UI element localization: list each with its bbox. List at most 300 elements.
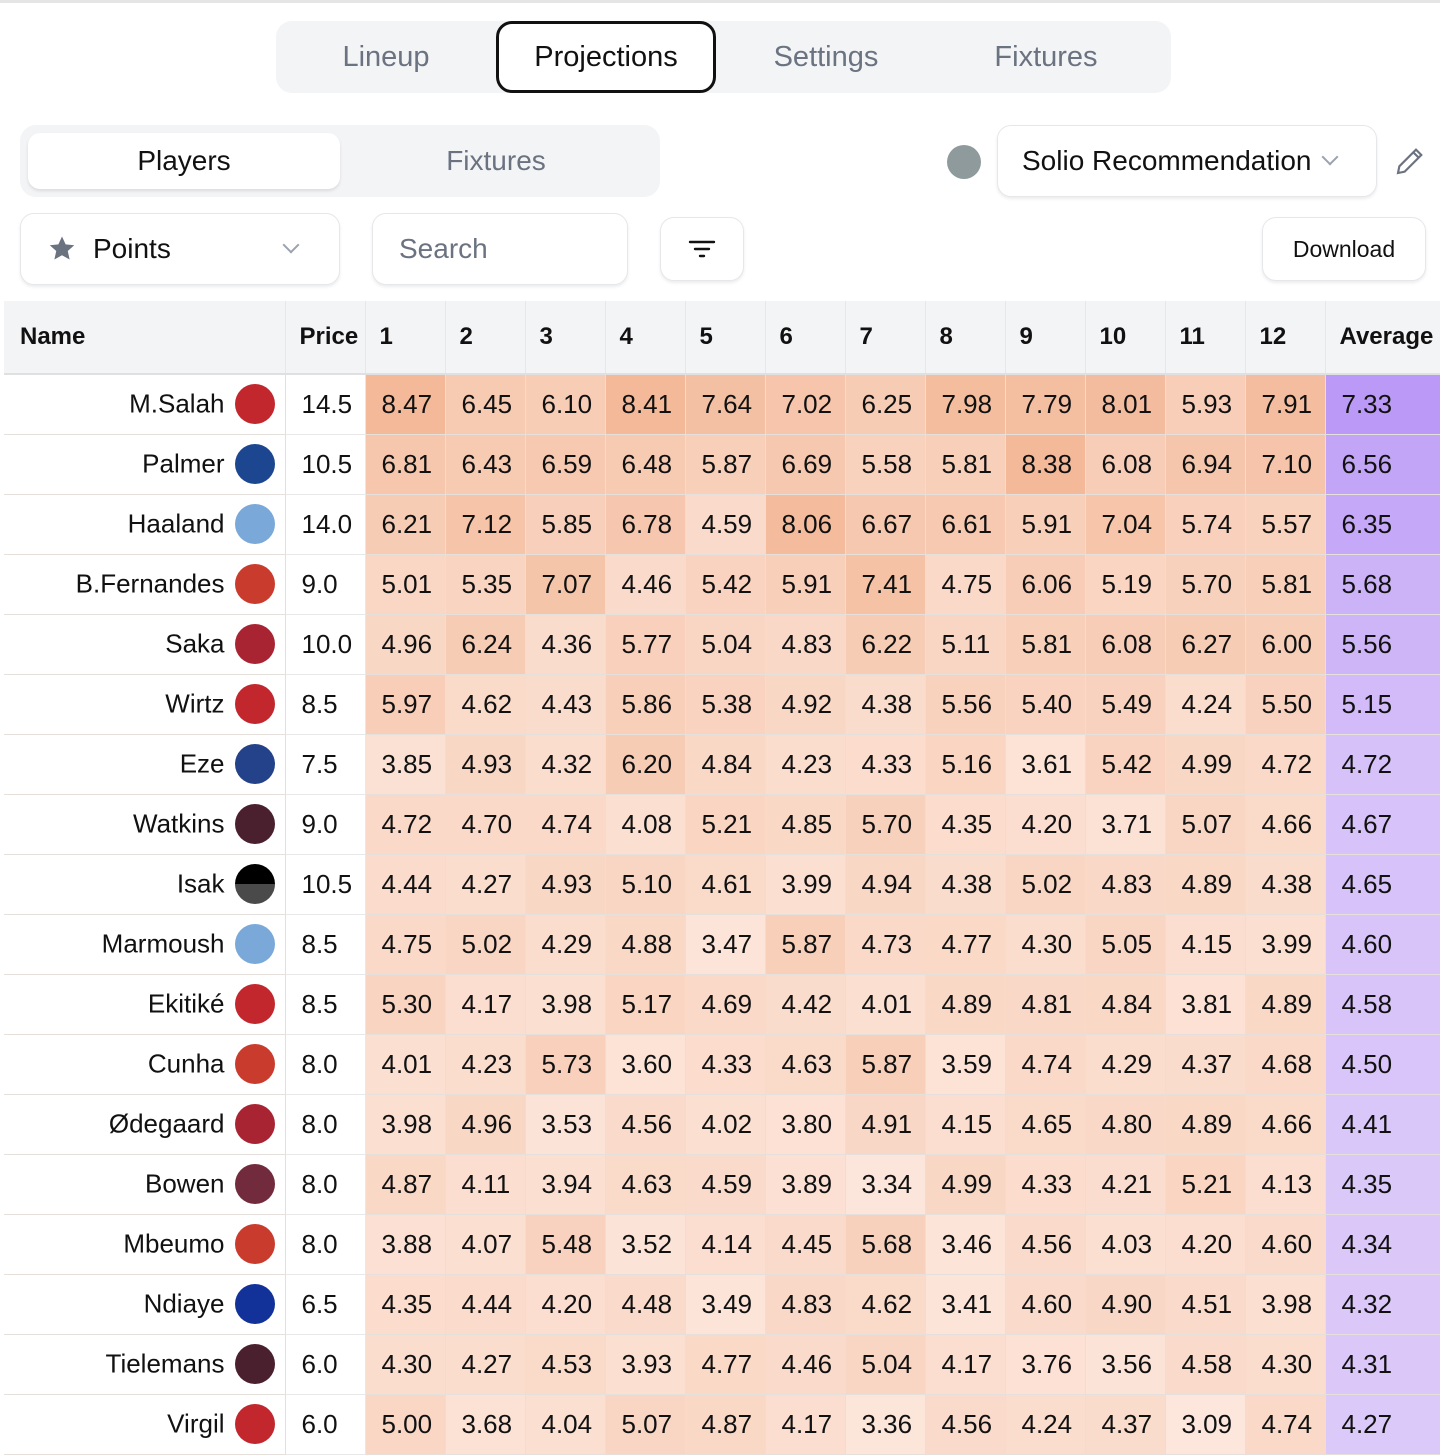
projection-cell: 6.27	[1165, 614, 1245, 674]
price-cell: 8.0	[285, 1214, 365, 1274]
projection-cell: 6.06	[1005, 554, 1085, 614]
projection-cell: 5.91	[765, 554, 845, 614]
player-name-cell[interactable]	[4, 434, 285, 494]
projection-cell: 5.91	[1005, 494, 1085, 554]
average-cell: 4.50	[1325, 1034, 1440, 1094]
projection-cell: 4.83	[1085, 854, 1165, 914]
table-row[interactable]	[4, 1394, 1440, 1454]
projection-cell: 5.77	[605, 614, 685, 674]
projection-cell: 4.27	[445, 854, 525, 914]
column-header[interactable]: Average	[1325, 301, 1440, 374]
projection-cell: 4.01	[365, 1034, 445, 1094]
player-name-cell[interactable]	[4, 794, 285, 854]
projection-cell: 4.84	[1085, 974, 1165, 1034]
projection-cell: 4.92	[765, 674, 845, 734]
team-crest-icon	[235, 924, 275, 964]
column-header[interactable]: 1	[365, 301, 445, 374]
player-name-cell[interactable]	[4, 674, 285, 734]
projection-cell: 6.08	[1085, 434, 1165, 494]
projection-cell: 5.74	[1165, 494, 1245, 554]
projection-cell: 3.94	[525, 1154, 605, 1214]
price-cell: 14.5	[285, 374, 365, 434]
column-header[interactable]: 11	[1165, 301, 1245, 374]
average-cell: 4.72	[1325, 734, 1440, 794]
chevron-down-icon	[283, 237, 300, 254]
projection-cell: 8.06	[765, 494, 845, 554]
average-cell: 7.33	[1325, 374, 1440, 434]
projection-cell: 3.46	[925, 1214, 1005, 1274]
projection-cell: 5.42	[685, 554, 765, 614]
player-name-cell[interactable]	[4, 1154, 285, 1214]
projection-cell: 5.35	[445, 554, 525, 614]
projection-cell: 5.86	[605, 674, 685, 734]
player-name-cell[interactable]	[4, 1274, 285, 1334]
projection-cell: 7.04	[1085, 494, 1165, 554]
projection-cell: 5.42	[1085, 734, 1165, 794]
projection-cell: 4.45	[765, 1214, 845, 1274]
projection-cell: 5.73	[525, 1034, 605, 1094]
table-row[interactable]	[4, 554, 1440, 614]
projection-cell: 5.93	[1165, 374, 1245, 434]
projection-cell: 4.84	[685, 734, 765, 794]
projection-cell: 3.61	[1005, 734, 1085, 794]
projection-cell: 4.24	[1165, 674, 1245, 734]
player-name-cell[interactable]	[4, 1094, 285, 1154]
column-header[interactable]: 12	[1245, 301, 1325, 374]
player-name: Ødegaard	[108, 1108, 225, 1139]
projection-cell: 5.56	[925, 674, 1005, 734]
projection-cell: 3.41	[925, 1274, 1005, 1334]
projection-cell: 4.17	[765, 1394, 845, 1454]
projection-cell: 4.21	[1085, 1154, 1165, 1214]
projection-cell: 4.80	[1085, 1094, 1165, 1154]
projection-cell: 4.56	[925, 1394, 1005, 1454]
projection-cell: 6.78	[605, 494, 685, 554]
team-crest-icon	[235, 444, 275, 484]
projection-cell: 4.96	[445, 1094, 525, 1154]
table-row[interactable]	[4, 974, 1440, 1034]
star-icon	[47, 234, 77, 264]
filter-button[interactable]	[660, 217, 744, 281]
projection-cell: 4.58	[1165, 1334, 1245, 1394]
table-row[interactable]	[4, 1334, 1440, 1394]
projection-cell: 4.72	[1245, 734, 1325, 794]
team-crest-icon	[235, 864, 275, 904]
table-row[interactable]	[4, 1154, 1440, 1214]
projection-cell: 4.38	[845, 674, 925, 734]
projection-cell: 4.08	[605, 794, 685, 854]
player-name-cell[interactable]	[4, 1034, 285, 1094]
projection-cell: 3.99	[1245, 914, 1325, 974]
table-row[interactable]	[4, 1094, 1440, 1154]
projection-cell: 5.81	[925, 434, 1005, 494]
projection-cell: 4.77	[925, 914, 1005, 974]
projection-cell: 6.00	[1245, 614, 1325, 674]
projection-cell: 6.21	[365, 494, 445, 554]
player-name: Ekitiké	[147, 988, 225, 1019]
price-cell: 6.0	[285, 1394, 365, 1454]
projection-cell: 3.76	[1005, 1334, 1085, 1394]
player-name-cell[interactable]	[4, 1214, 285, 1274]
column-header[interactable]: 5	[685, 301, 765, 374]
projection-cell: 6.43	[445, 434, 525, 494]
projection-cell: 7.98	[925, 374, 1005, 434]
price-cell: 7.5	[285, 734, 365, 794]
projection-cell: 5.97	[365, 674, 445, 734]
price-cell: 8.0	[285, 1034, 365, 1094]
column-header[interactable]: 2	[445, 301, 525, 374]
projection-cell: 4.66	[1245, 1094, 1325, 1154]
player-name: Saka	[165, 628, 225, 659]
projection-cell: 6.81	[365, 434, 445, 494]
projection-cell: 4.87	[365, 1154, 445, 1214]
projection-cell: 4.33	[1005, 1154, 1085, 1214]
team-crest-icon	[235, 1344, 275, 1384]
projection-cell: 4.30	[365, 1334, 445, 1394]
price-cell: 6.5	[285, 1274, 365, 1334]
projection-cell: 3.98	[525, 974, 605, 1034]
projection-cell: 5.68	[845, 1214, 925, 1274]
projection-cell: 4.88	[605, 914, 685, 974]
projection-cell: 6.59	[525, 434, 605, 494]
projection-cell: 4.70	[445, 794, 525, 854]
projection-cell: 3.68	[445, 1394, 525, 1454]
player-name-cell[interactable]	[4, 914, 285, 974]
team-crest-icon	[235, 1044, 275, 1084]
column-header[interactable]: 6	[765, 301, 845, 374]
projection-cell: 4.74	[1245, 1394, 1325, 1454]
projection-cell: 3.09	[1165, 1394, 1245, 1454]
download-button[interactable]: Download	[1262, 217, 1426, 281]
player-name: B.Fernandes	[75, 568, 225, 599]
player-name: Ndiaye	[143, 1288, 225, 1319]
projection-cell: 5.40	[1005, 674, 1085, 734]
projection-cell: 3.36	[845, 1394, 925, 1454]
average-cell: 4.27	[1325, 1394, 1440, 1454]
table-row[interactable]	[4, 1034, 1440, 1094]
projection-cell: 4.62	[845, 1274, 925, 1334]
chevron-down-icon	[1321, 149, 1338, 166]
metric-dropdown[interactable]	[20, 213, 340, 285]
player-name-cell[interactable]	[4, 1394, 285, 1454]
average-cell: 5.15	[1325, 674, 1440, 734]
average-cell: 4.34	[1325, 1214, 1440, 1274]
projection-cell: 5.50	[1245, 674, 1325, 734]
toggle-fixtures[interactable]: Fixtures	[446, 145, 546, 176]
average-cell: 4.41	[1325, 1094, 1440, 1154]
projection-cell: 4.46	[605, 554, 685, 614]
tab-fixtures[interactable]: Fixtures	[994, 40, 1098, 73]
team-crest-icon	[235, 1404, 275, 1444]
price-cell: 10.5	[285, 854, 365, 914]
projection-cell: 4.04	[525, 1394, 605, 1454]
projection-cell: 3.59	[925, 1034, 1005, 1094]
projection-cell: 6.67	[845, 494, 925, 554]
player-name-cell[interactable]	[4, 974, 285, 1034]
projections-table	[4, 301, 1440, 1455]
projection-cell: 4.69	[685, 974, 765, 1034]
table-row[interactable]	[4, 494, 1440, 554]
team-crest-icon	[235, 1224, 275, 1264]
price-cell: 8.5	[285, 914, 365, 974]
projection-cell: 4.85	[765, 794, 845, 854]
projection-cell: 4.27	[445, 1334, 525, 1394]
average-cell: 4.65	[1325, 854, 1440, 914]
projection-cell: 4.24	[1005, 1394, 1085, 1454]
pencil-icon[interactable]	[1394, 143, 1426, 179]
projection-cell: 4.48	[605, 1274, 685, 1334]
projection-cell: 5.11	[925, 614, 1005, 674]
projection-cell: 4.75	[365, 914, 445, 974]
projection-cell: 6.22	[845, 614, 925, 674]
projection-cell: 3.49	[685, 1274, 765, 1334]
projection-cell: 8.47	[365, 374, 445, 434]
projection-cell: 5.81	[1005, 614, 1085, 674]
projection-cell: 4.87	[685, 1394, 765, 1454]
projection-cell: 4.66	[1245, 794, 1325, 854]
projection-cell: 7.91	[1245, 374, 1325, 434]
price-cell: 8.5	[285, 974, 365, 1034]
table-row[interactable]	[4, 914, 1440, 974]
projection-cell: 4.15	[925, 1094, 1005, 1154]
projection-cell: 4.02	[685, 1094, 765, 1154]
table-row[interactable]	[4, 434, 1440, 494]
projection-cell: 4.94	[845, 854, 925, 914]
player-name: M.Salah	[129, 388, 225, 419]
player-name: Bowen	[145, 1168, 225, 1199]
projection-cell: 5.48	[525, 1214, 605, 1274]
projection-cell: 4.60	[1245, 1214, 1325, 1274]
projection-cell: 5.87	[765, 914, 845, 974]
projection-cell: 8.01	[1085, 374, 1165, 434]
projection-cell: 4.62	[445, 674, 525, 734]
projection-cell: 5.05	[1085, 914, 1165, 974]
column-header[interactable]: 3	[525, 301, 605, 374]
table-row[interactable]	[4, 1274, 1440, 1334]
projection-cell: 4.89	[925, 974, 1005, 1034]
column-header[interactable]: Name	[4, 301, 285, 374]
projection-cell: 4.44	[445, 1274, 525, 1334]
projection-cell: 3.47	[685, 914, 765, 974]
column-header[interactable]: 4	[605, 301, 685, 374]
projection-cell: 4.20	[1165, 1214, 1245, 1274]
projection-cell: 4.59	[685, 494, 765, 554]
projection-cell: 4.17	[445, 974, 525, 1034]
projection-cell: 7.64	[685, 374, 765, 434]
projection-cell: 4.93	[525, 854, 605, 914]
player-name: Isak	[176, 868, 225, 899]
toggle-players[interactable]: Players	[28, 133, 340, 189]
column-header[interactable]: 10	[1085, 301, 1165, 374]
projection-cell: 5.01	[365, 554, 445, 614]
projection-cell: 4.33	[845, 734, 925, 794]
projection-cell: 6.45	[445, 374, 525, 434]
projection-cell: 5.21	[685, 794, 765, 854]
projection-cell: 4.68	[1245, 1034, 1325, 1094]
projection-cell: 4.14	[685, 1214, 765, 1274]
projection-cell: 4.23	[445, 1034, 525, 1094]
projection-cell: 5.00	[365, 1394, 445, 1454]
projection-cell: 4.93	[445, 734, 525, 794]
projection-cell: 4.01	[845, 974, 925, 1034]
player-name-cell[interactable]	[4, 1334, 285, 1394]
recommendation-dropdown[interactable]	[997, 125, 1377, 197]
projection-cell: 5.16	[925, 734, 1005, 794]
metric-value: Points	[93, 233, 171, 264]
table-row[interactable]	[4, 734, 1440, 794]
player-name: Mbeumo	[123, 1228, 225, 1259]
projection-cell: 7.07	[525, 554, 605, 614]
projection-cell: 4.56	[605, 1094, 685, 1154]
projection-cell: 6.20	[605, 734, 685, 794]
projection-cell: 4.23	[765, 734, 845, 794]
projection-cell: 5.70	[1165, 554, 1245, 614]
player-name-cell[interactable]	[4, 374, 285, 434]
player-name: Virgil	[167, 1408, 225, 1439]
search-input[interactable]	[399, 233, 599, 265]
status-dot	[947, 145, 981, 179]
price-cell: 10.5	[285, 434, 365, 494]
player-name: Haaland	[127, 508, 225, 539]
projection-cell: 4.63	[605, 1154, 685, 1214]
average-cell: 5.56	[1325, 614, 1440, 674]
table-row[interactable]	[4, 794, 1440, 854]
projection-cell: 4.61	[685, 854, 765, 914]
projection-cell: 4.38	[1245, 854, 1325, 914]
projection-cell: 4.89	[1165, 854, 1245, 914]
column-header[interactable]: 9	[1005, 301, 1085, 374]
price-cell: 6.0	[285, 1334, 365, 1394]
projection-cell: 4.15	[1165, 914, 1245, 974]
projection-cell: 6.61	[925, 494, 1005, 554]
projection-cell: 4.03	[1085, 1214, 1165, 1274]
projection-cell: 4.73	[845, 914, 925, 974]
projection-cell: 6.08	[1085, 614, 1165, 674]
tab-settings[interactable]: Settings	[773, 40, 879, 73]
player-name-cell[interactable]	[4, 554, 285, 614]
projection-cell: 4.99	[925, 1154, 1005, 1214]
projection-cell: 4.53	[525, 1334, 605, 1394]
projection-cell: 6.24	[445, 614, 525, 674]
price-cell: 9.0	[285, 794, 365, 854]
column-header[interactable]: 8	[925, 301, 1005, 374]
projection-cell: 3.99	[765, 854, 845, 914]
projection-cell: 4.11	[445, 1154, 525, 1214]
average-cell: 4.31	[1325, 1334, 1440, 1394]
projection-cell: 5.10	[605, 854, 685, 914]
team-crest-icon	[235, 564, 275, 604]
projection-cell: 4.63	[765, 1034, 845, 1094]
table-row[interactable]	[4, 374, 1440, 434]
projection-cell: 4.35	[925, 794, 1005, 854]
projection-cell: 5.07	[1165, 794, 1245, 854]
team-crest-icon	[235, 804, 275, 844]
projection-cell: 3.34	[845, 1154, 925, 1214]
projection-cell: 4.13	[1245, 1154, 1325, 1214]
tab-lineup[interactable]: Lineup	[342, 40, 430, 73]
projection-cell: 7.02	[765, 374, 845, 434]
projection-cell: 4.42	[765, 974, 845, 1034]
projection-cell: 4.83	[765, 1274, 845, 1334]
player-name-cell[interactable]	[4, 614, 285, 674]
projection-cell: 3.93	[605, 1334, 685, 1394]
projection-cell: 5.81	[1245, 554, 1325, 614]
table-row[interactable]	[4, 1214, 1440, 1274]
column-header[interactable]: 7	[845, 301, 925, 374]
projection-cell: 4.43	[525, 674, 605, 734]
projection-cell: 5.21	[1165, 1154, 1245, 1214]
average-cell: 4.67	[1325, 794, 1440, 854]
projection-cell: 4.32	[525, 734, 605, 794]
team-crest-icon	[235, 1164, 275, 1204]
projection-cell: 4.96	[365, 614, 445, 674]
projection-cell: 7.12	[445, 494, 525, 554]
player-name: Palmer	[142, 448, 225, 479]
projection-cell: 4.29	[1085, 1034, 1165, 1094]
projection-cell: 3.85	[365, 734, 445, 794]
projection-cell: 4.38	[925, 854, 1005, 914]
player-name-cell[interactable]	[4, 494, 285, 554]
price-cell: 8.5	[285, 674, 365, 734]
team-crest-icon	[235, 384, 275, 424]
price-cell: 9.0	[285, 554, 365, 614]
player-name-cell[interactable]	[4, 854, 285, 914]
projection-cell: 3.53	[525, 1094, 605, 1154]
table-row[interactable]	[4, 674, 1440, 734]
average-cell: 4.58	[1325, 974, 1440, 1034]
price-cell: 8.0	[285, 1094, 365, 1154]
projection-cell: 5.17	[605, 974, 685, 1034]
player-name: Tielemans	[105, 1348, 225, 1379]
projection-cell: 4.20	[1005, 794, 1085, 854]
team-crest-icon	[235, 624, 275, 664]
average-cell: 6.56	[1325, 434, 1440, 494]
average-cell: 6.35	[1325, 494, 1440, 554]
projection-cell: 4.30	[1005, 914, 1085, 974]
projection-cell: 4.17	[925, 1334, 1005, 1394]
projection-cell: 5.19	[1085, 554, 1165, 614]
projection-cell: 3.98	[365, 1094, 445, 1154]
projection-cell: 5.85	[525, 494, 605, 554]
projection-cell: 4.35	[365, 1274, 445, 1334]
tab-projections[interactable]: Projections	[496, 21, 716, 93]
projection-cell: 4.83	[765, 614, 845, 674]
projection-cell: 3.71	[1085, 794, 1165, 854]
table-row[interactable]	[4, 854, 1440, 914]
column-header[interactable]: Price	[285, 301, 365, 374]
projection-cell: 3.56	[1085, 1334, 1165, 1394]
projection-cell: 7.10	[1245, 434, 1325, 494]
projection-cell: 4.59	[685, 1154, 765, 1214]
player-name: Eze	[179, 748, 225, 779]
projection-cell: 3.60	[605, 1034, 685, 1094]
projection-cell: 5.58	[845, 434, 925, 494]
projection-cell: 6.69	[765, 434, 845, 494]
average-cell: 4.60	[1325, 914, 1440, 974]
projection-cell: 7.79	[1005, 374, 1085, 434]
projection-cell: 3.98	[1245, 1274, 1325, 1334]
player-name: Watkins	[133, 808, 225, 839]
player-name-cell[interactable]	[4, 734, 285, 794]
filter-icon	[687, 237, 717, 261]
projection-cell: 5.38	[685, 674, 765, 734]
projection-cell: 4.74	[525, 794, 605, 854]
view-toggle	[20, 125, 660, 197]
table-row[interactable]	[4, 614, 1440, 674]
player-name: Marmoush	[101, 928, 225, 959]
projection-cell: 3.52	[605, 1214, 685, 1274]
recommendation-value: Solio Recommendation	[1022, 145, 1312, 176]
